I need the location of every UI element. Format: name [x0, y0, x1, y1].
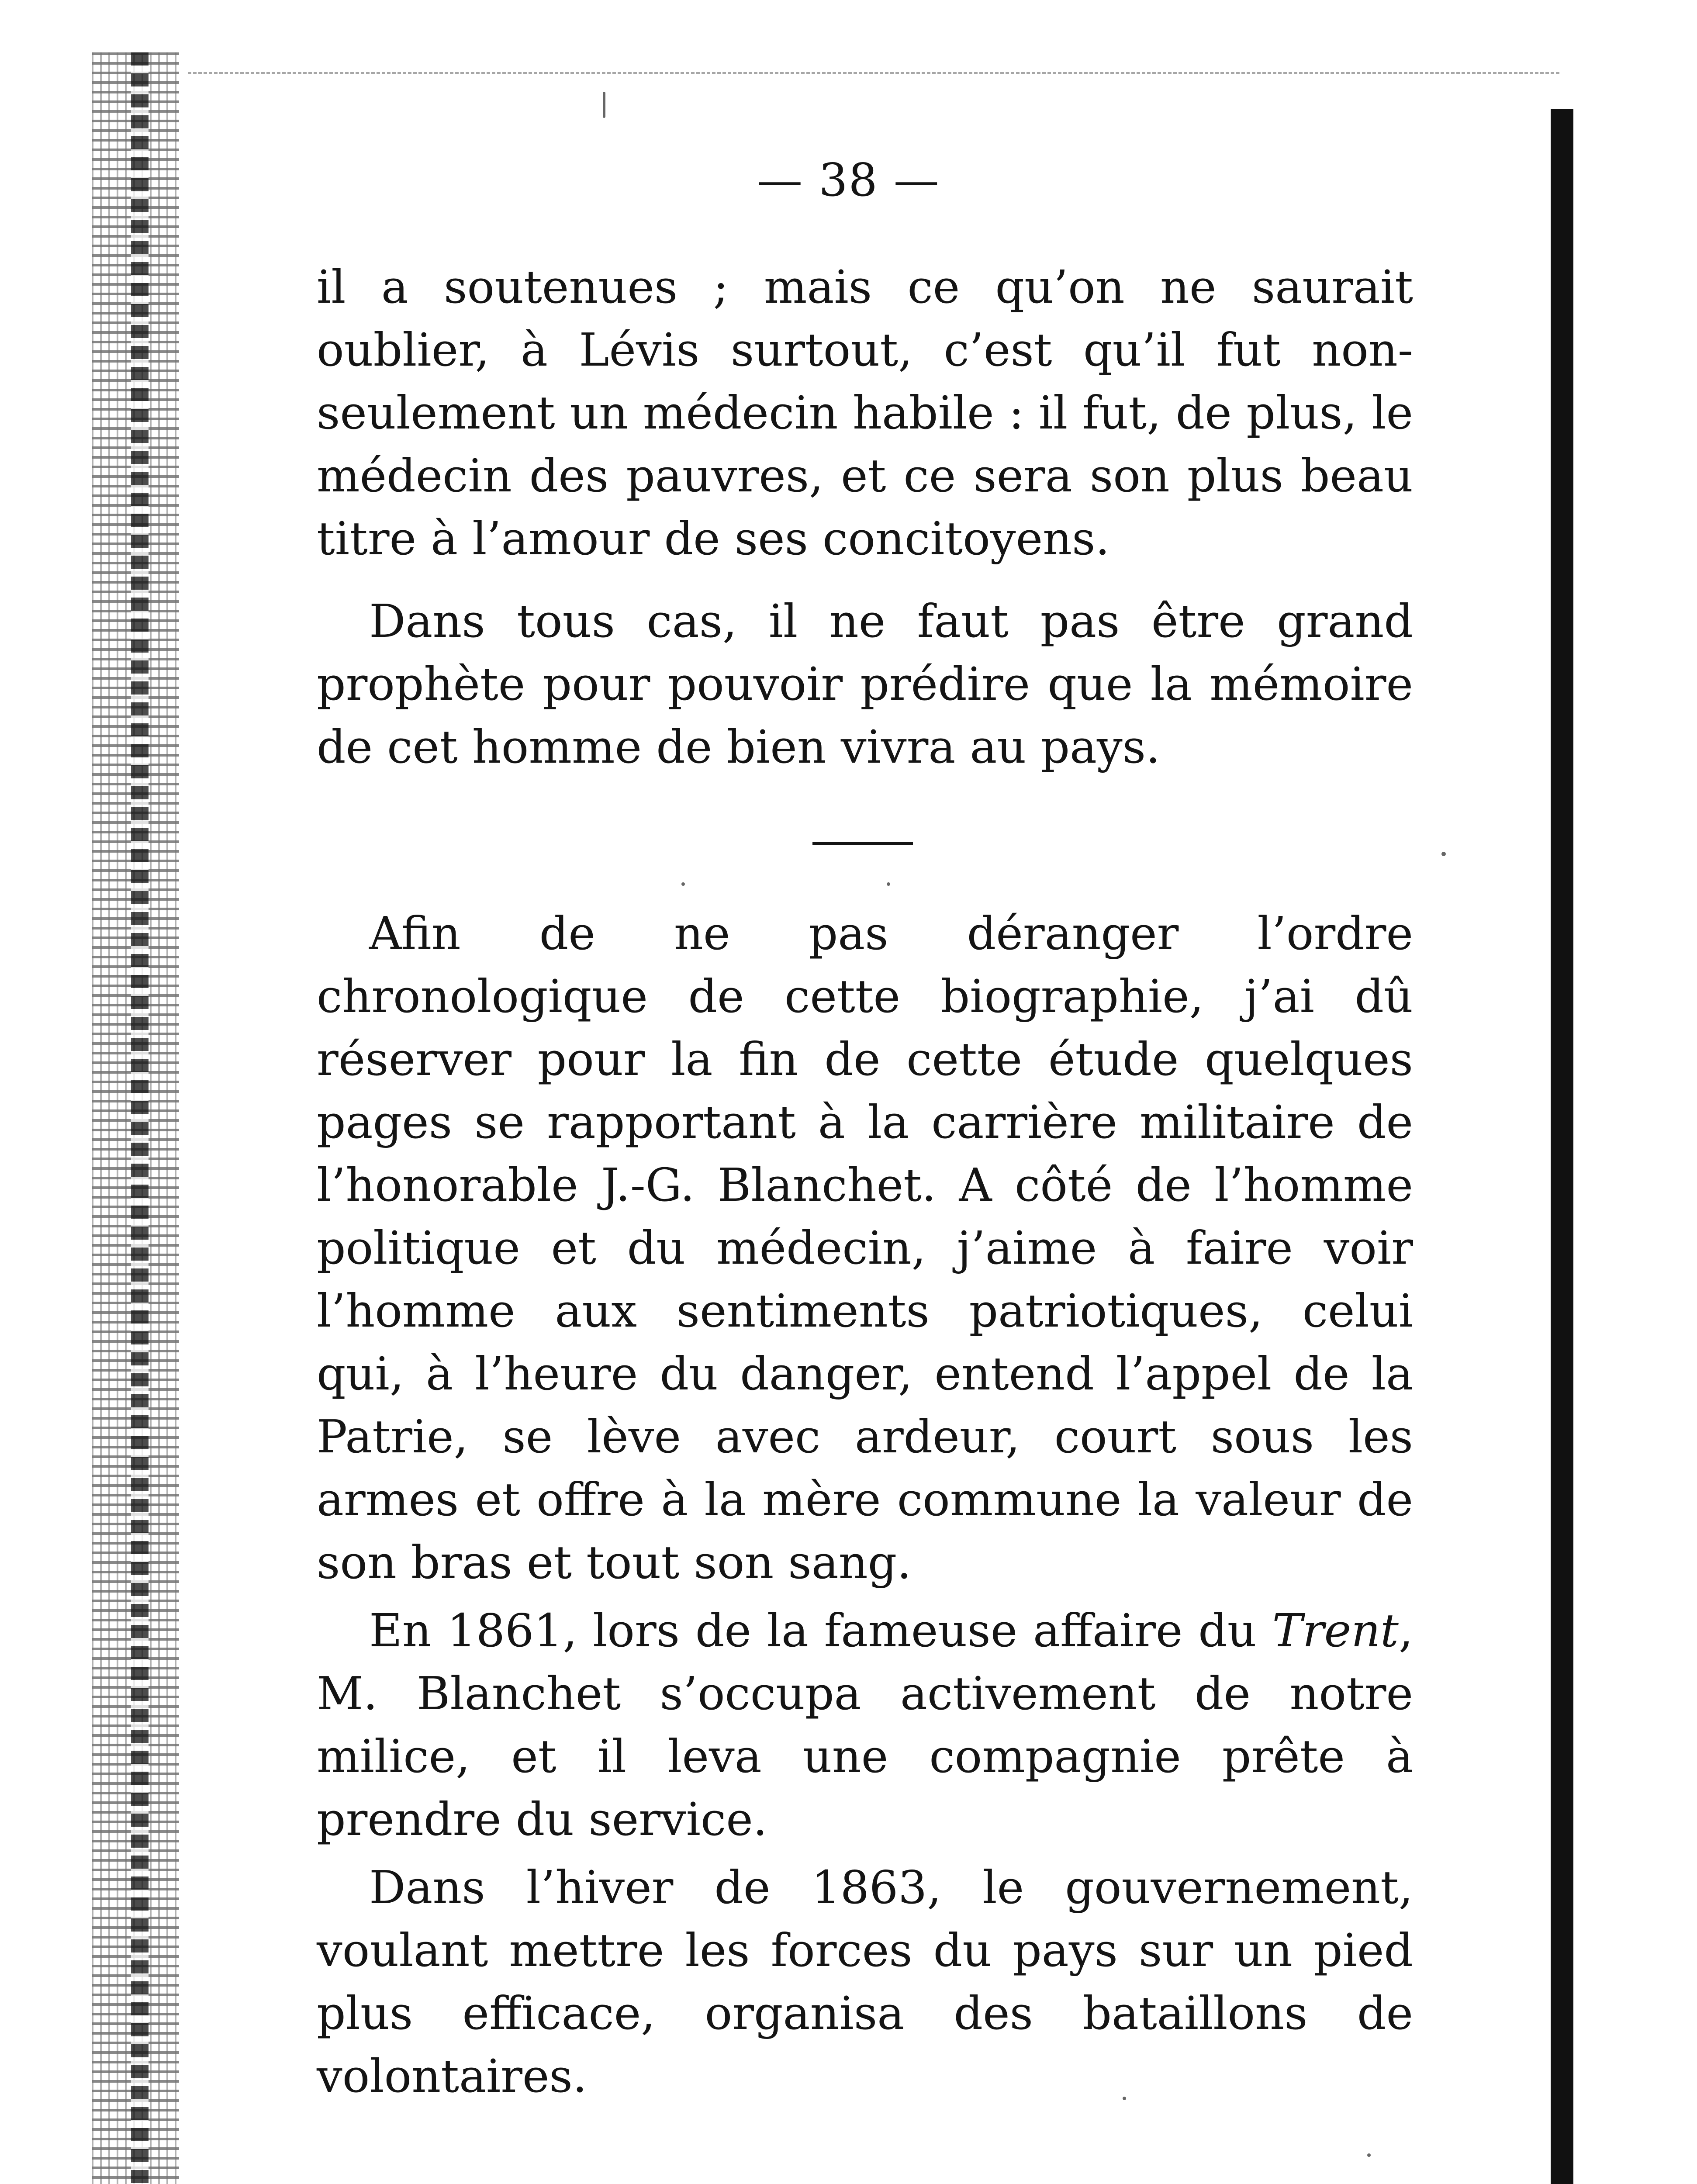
paragraph-4-start: En 1861, lors de la fameuse affaire du [369, 1604, 1272, 1657]
paragraph-4 [317, 1599, 1413, 1851]
text-block-conclusion [317, 590, 1413, 778]
paragraph-4-end: , M. Blanchet s’occupa activement de notre milice, et il leva une compagnie prête à prendre du service. [317, 1604, 1413, 1846]
scan-speck [603, 92, 605, 118]
scan-speck [887, 882, 890, 886]
paragraph-2: Dans tous cas, il ne faut pas être grand prophète pour pouvoir prédire que la mémoire de cet homme de bien vivra au pays. [317, 594, 1413, 774]
paragraph-3: Afin de ne pas déranger l’ordre chronologique de cette biographie, j’ai dû réserver pour la fin de cette étude quelques pages se rapportant à la carrière militaire de l’honorable J.-G. Blanchet. A côté de l’homme politique et du médecin, j’aime à faire voir l’homme aux sentiments patriotiques, celui qui, à l’heure du danger, entend l’appel de la Patrie, se lève avec ardeur, court sous les armes et offre à la mère commune la valeur de son bras et tout son sang. [317, 907, 1413, 1589]
text-block-military [317, 902, 1413, 2108]
scan-speck [1441, 852, 1446, 856]
text-block-top [317, 256, 1413, 570]
paragraph-1: il a soutenues ; mais ce qu’on ne saurait oublier, à Lévis surtout, c’est qu’il fut non-seulement un médecin habile : il fut, de plus, le médecin des pauvres, et ce sera son plus beau titre à l’amour de ses concitoyens. [317, 260, 1413, 565]
scan-speck [1123, 2097, 1126, 2100]
right-scan-edge [1551, 109, 1573, 2184]
top-scan-edge [188, 72, 1559, 74]
scan-speck [681, 882, 685, 886]
section-separator-rule [812, 842, 913, 845]
binding-edge [131, 52, 149, 2184]
scan-speck [1367, 2153, 1371, 2157]
page-number: — 38 — [757, 153, 940, 207]
ship-name-trent: Trent [1272, 1604, 1399, 1657]
paragraph-5: Dans l’hiver de 1863, le gouvernement, voulant mettre les forces du pays sur un pied plus efficace, organisa des bataillons de volontaires. [317, 1861, 1413, 2103]
